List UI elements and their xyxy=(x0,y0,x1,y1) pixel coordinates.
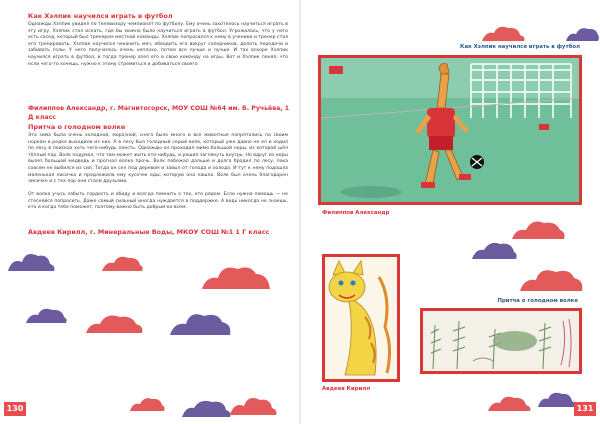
caption-author1: Филиппов Александр xyxy=(322,210,390,216)
right-page xyxy=(300,0,600,424)
wolf-drawing xyxy=(325,257,397,379)
cloud-red-decoration xyxy=(480,24,526,42)
drawing-wolf-frame xyxy=(322,254,400,382)
story2-text-1: Эта зима была очень холодной, морозной, снега было много и все животные попрятались по своим норкам и редко выходили из них. А в лесу был голодный серый волк, который уже давно не ел и ходил по лесу в поисках хоть чего-нибудь поесть. Однажды он проходил мимо большой норы, из которой шёл тёплый пар. Волк подумал, что там может жить кто-нибудь, и решил заглянуть внутрь. Но вдруг из норы вылез большой медведь и прогнал волка прочь. Волк побежал дальше и долго бродил по лесу, пока совсем не выбился из сил. Тогда он сел под деревом и завыл от голода и холода. И тут к нему подошла маленькая лисичка и предложила ему кусочек еды, которую она нашла. Волк был очень благодарен лисичке и с тех пор они стали друзьями. xyxy=(28,133,288,185)
cloud-purple-decoration xyxy=(24,306,68,324)
cloud-red-decoration xyxy=(510,218,566,240)
cloud-purple-decoration xyxy=(168,310,232,336)
cloud-red-decoration xyxy=(84,312,144,334)
drawing-forest-frame xyxy=(420,308,582,374)
cloud-purple-decoration xyxy=(6,250,56,272)
story1-text: Однажды Хэлпик увидел по телевизору чемпионат по футболу. Ему очень захотелось научиться играть в эту игру. Хэлпик стал искать, где бы можно было научиться играть в футбол. Угрожалось, что у него есть сосед, который был тренером местной команды. Хэлпик попросился к нему в ученики и тренер стал его тренировать. Хэлпик научился чеканить мяч, обводить его вокруг соперников, делать передачи и забивать голы. У него получалось очень неплохо, потом все лучше и лучше. И так вскоре Хэлпик научился играть в футбол, и тогда тренер взял его в свою команду на игры. Вот и Хэлпик понял, что если чего-то хочешь, нужно к этому стремиться и добиваться своего. xyxy=(28,22,288,67)
cloud-purple-decoration xyxy=(180,398,232,418)
story2-title: Притча о голодном волке xyxy=(28,123,126,131)
cloud-purple-decoration xyxy=(536,390,576,408)
story2-author: Авдеев Кирилл, г. Минеральные Воды, МКОУ СОШ №1 1 Г класс xyxy=(28,228,270,236)
cloud-purple-decoration xyxy=(564,26,600,42)
page-number-right: 131 xyxy=(574,402,596,416)
story1-author: Филиппов Александр, г. Магнитогорск, МОУ СОШ №64 им. Б. Ручьёва, 1 Д класс xyxy=(28,105,290,121)
drawing-football-frame xyxy=(318,55,582,205)
forest-drawing xyxy=(423,311,579,371)
cloud-red-decoration xyxy=(200,262,272,290)
caption-story1: Как Хэлпик научился играть в футбол xyxy=(460,44,580,50)
caption-author2: Авдеев Кирилл xyxy=(322,386,371,392)
cloud-red-decoration xyxy=(128,396,166,412)
story1-title: Как Хэлпик научился играть в футбол xyxy=(28,12,173,20)
caption-story2: Притча о голодном волке xyxy=(497,298,578,304)
cloud-red-decoration xyxy=(100,254,144,272)
cloud-red-decoration xyxy=(228,394,278,416)
cloud-red-decoration xyxy=(486,394,532,412)
cloud-purple-decoration xyxy=(470,240,518,260)
football-giraffe-drawing xyxy=(321,58,579,202)
cloud-red-decoration xyxy=(518,266,584,292)
story2-text-2: От волка учусь забыть гордость и обиду и всегда помнить о тех, кто рядом. Если нужна помощь — не стесняйся попросить. Даже самый сильный иногда нуждается в поддержке. А ведь никогда не знаешь, кто и когда тебе поможет, поэтому важно быть добрым ко всем. xyxy=(28,192,288,211)
page-number-left: 130 xyxy=(4,402,26,416)
